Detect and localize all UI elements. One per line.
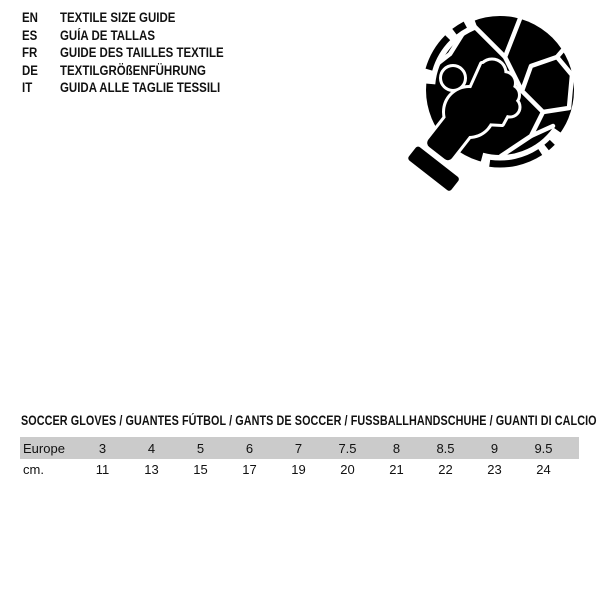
language-code: ES (22, 27, 38, 43)
goalkeeper-glove (407, 61, 518, 193)
size-value: 13 (144, 462, 159, 477)
size-value: 8.5 (436, 440, 455, 456)
goalkeeper-glove-ball-icon (404, 10, 582, 206)
language-row (22, 9, 253, 27)
table-row-cm (20, 459, 579, 480)
size-value: 5 (196, 440, 205, 456)
size-value: 7.5 (338, 440, 357, 456)
language-code: DE (22, 62, 38, 78)
language-row (22, 27, 253, 45)
language-row (22, 44, 253, 62)
language-label: GUIDA ALLE TAGLIE TESSILI (60, 80, 221, 95)
size-value: 22 (438, 462, 453, 477)
size-value: 7 (294, 440, 303, 456)
row-label: Europe (23, 440, 65, 456)
language-code: IT (22, 80, 33, 95)
size-value: 4 (147, 440, 156, 456)
language-label: GUIDE DES TAILLES TEXTILE (60, 45, 224, 60)
language-list (22, 9, 253, 97)
size-chart-title: SOCCER GLOVES / GUANTES FÚTBOL / GANTS DE SOCCER / FUSSBALLHANDSCHUHE / GUANTI DI CALCIO (21, 413, 597, 428)
size-value: 19 (291, 462, 306, 477)
size-value: 11 (95, 462, 110, 477)
language-label: TEXTILGRÖßENFÜHRUNG (60, 62, 206, 78)
language-code: EN (22, 10, 38, 25)
row-label: cm. (23, 462, 44, 477)
language-row (22, 79, 253, 97)
size-value: 23 (487, 462, 502, 477)
size-value: 9.5 (534, 440, 553, 456)
size-value: 17 (242, 462, 257, 477)
language-label: GUÍA DE TALLAS (60, 27, 155, 43)
size-table (20, 437, 579, 480)
size-value: 20 (340, 462, 355, 477)
language-label: TEXTILE SIZE GUIDE (60, 10, 176, 25)
size-value: 8 (392, 440, 401, 456)
size-value: 3 (98, 440, 107, 456)
table-row-europe (20, 437, 579, 459)
size-value: 21 (389, 462, 404, 477)
size-value: 9 (490, 440, 499, 456)
size-value: 6 (245, 440, 254, 456)
size-value: 24 (536, 462, 551, 477)
language-row (22, 62, 253, 80)
language-code: FR (22, 45, 38, 60)
size-value: 15 (193, 462, 208, 477)
